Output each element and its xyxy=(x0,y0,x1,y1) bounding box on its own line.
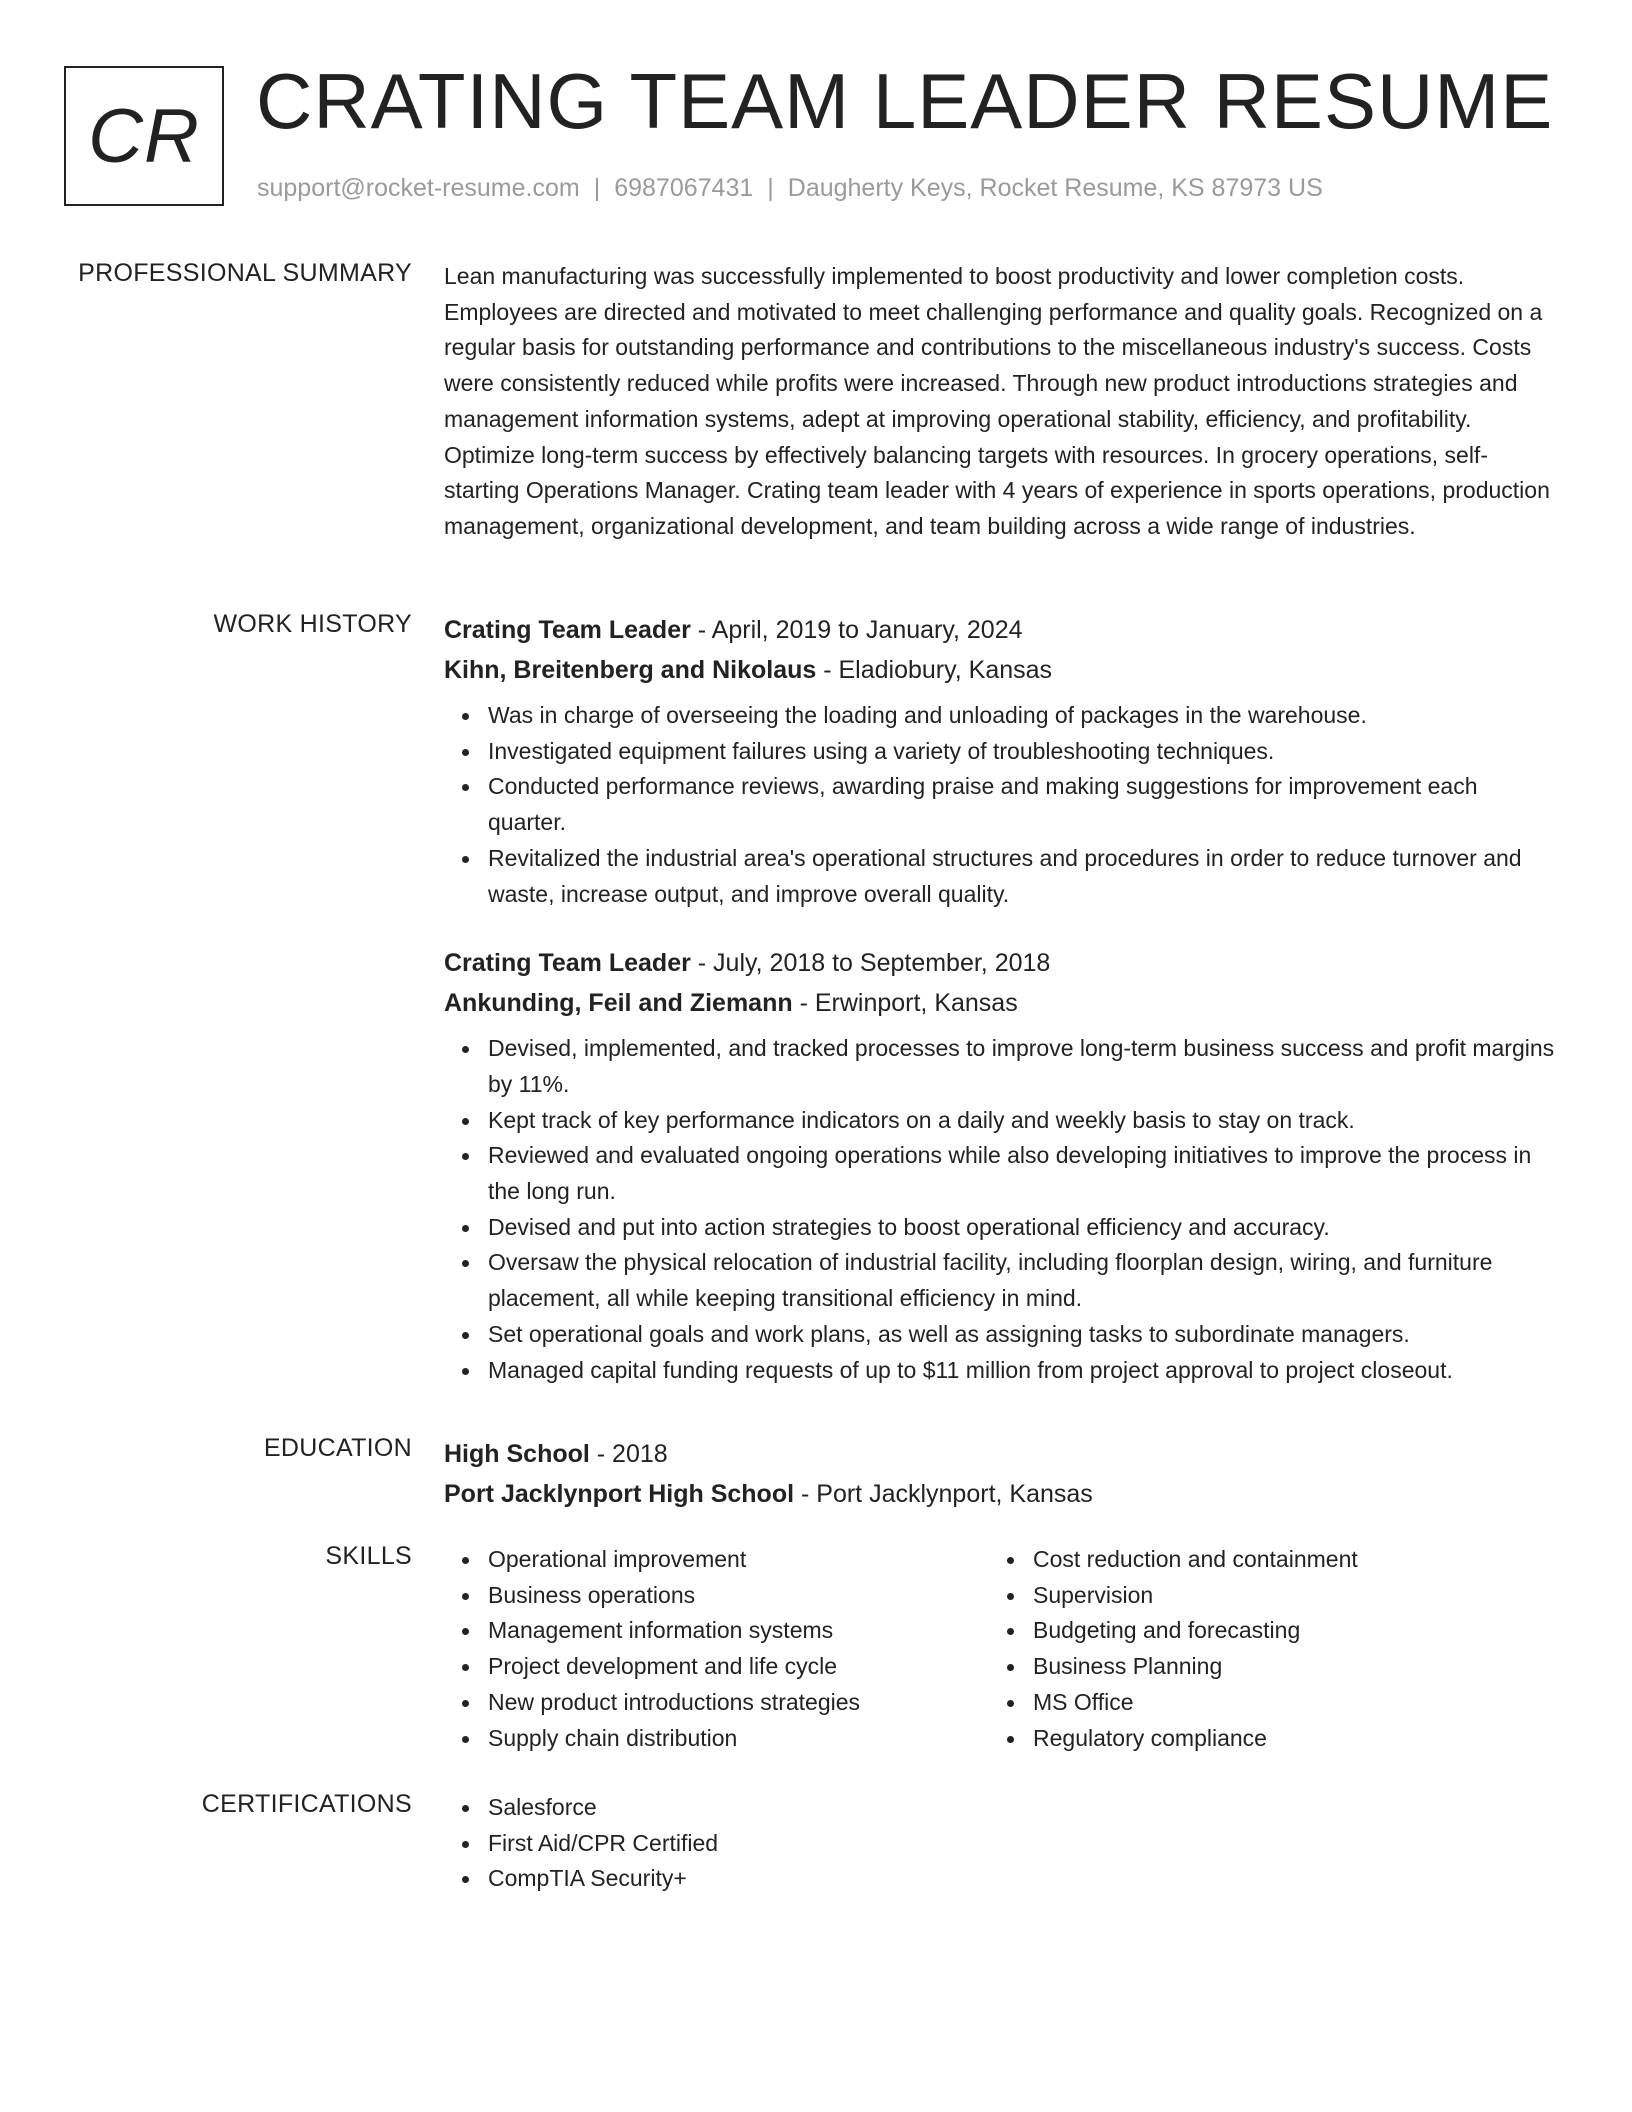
skills-list-right xyxy=(989,1542,1534,1756)
skill-item: Budgeting and forecasting xyxy=(1033,1613,1534,1649)
skill-item: Supervision xyxy=(1033,1578,1534,1614)
job-bullet: Conducted performance reviews, awarding praise and making suggestions for improvement each quarter. xyxy=(488,769,1560,840)
job-bullet: Devised and put into action strategies to boost operational efficiency and accuracy. xyxy=(488,1210,1560,1246)
education-year: - 2018 xyxy=(589,1440,668,1468)
job-dates: - April, 2019 to January, 2024 xyxy=(690,616,1023,644)
skills-column-left xyxy=(444,1542,989,1756)
skill-item: Cost reduction and containment xyxy=(1033,1542,1534,1578)
job-bullet: Set operational goals and work plans, as well as assigning tasks to subordinate managers. xyxy=(488,1317,1560,1353)
skills-column-right xyxy=(989,1542,1534,1756)
job-bullet: Devised, implemented, and tracked processes to improve long-term business success and profit margins by 11%. xyxy=(488,1031,1560,1102)
skill-item: Regulatory compliance xyxy=(1033,1721,1534,1757)
job-company: Ankunding, Feil and Ziemann xyxy=(444,989,793,1018)
job-bullet: Investigated equipment failures using a variety of troubleshooting techniques. xyxy=(488,734,1560,770)
skills-body xyxy=(444,1542,1560,1756)
job-company: Kihn, Breitenberg and Nikolaus xyxy=(444,656,817,684)
certification-item: First Aid/CPR Certified xyxy=(488,1826,1560,1862)
certification-item: CompTIA Security+ xyxy=(488,1861,1560,1897)
section-heading-certifications: CERTIFICATIONS xyxy=(201,1790,412,1818)
job-entry xyxy=(444,943,1560,1388)
summary-text: Lean manufacturing was successfully implemented to boost productivity and lower completion costs. Employees are directed and motivated to meet challenging performance and quality goals. Recognized on a regular basis for outstanding performance and contributions to the miscellaneous industry's success. Costs were consistently reduced while profits were increased. Through new product introductions strategies and management information systems, adept at improving operational stability, efficiency, and profitability. Optimize long-term success by effectively balancing targets with resources. In grocery operations, self-starting Operations Manager. Crating team leader with 4 years of experience in sports operations, production management, organizational development, and team building across a wide range of industries. xyxy=(444,263,1550,539)
job-bullet: Revitalized the industrial area's operational structures and procedures in order to reduce turnover and waste, increase output, and improve overall quality. xyxy=(488,841,1560,912)
section-heading-skills: SKILLS xyxy=(325,1542,412,1570)
job-entry xyxy=(444,610,1560,912)
certification-item: Salesforce xyxy=(488,1790,1560,1826)
job-bullet-list xyxy=(444,1031,1560,1388)
skills-list-left xyxy=(444,1542,989,1756)
work-history-body xyxy=(444,610,1560,1388)
education-body xyxy=(444,1434,1560,1514)
monogram-box xyxy=(64,66,224,206)
job-title: Crating Team Leader xyxy=(444,949,691,978)
job-company-line xyxy=(444,983,1560,1023)
monogram-initials: CR xyxy=(88,93,200,179)
skill-item: Business operations xyxy=(488,1578,989,1614)
education-school: Port Jacklynport High School xyxy=(444,1480,795,1508)
job-dates: - July, 2018 to September, 2018 xyxy=(690,949,1051,978)
certifications-list xyxy=(444,1790,1560,1897)
education-school-line xyxy=(444,1474,1560,1514)
section-heading-work-history: WORK HISTORY xyxy=(213,610,412,638)
contact-separator: | xyxy=(767,174,774,202)
job-bullet: Managed capital funding requests of up to $11 million from project approval to project closeout. xyxy=(488,1353,1560,1389)
job-bullet: Was in charge of overseeing the loading and unloading of packages in the warehouse. xyxy=(488,698,1560,734)
summary-body xyxy=(444,259,1560,545)
job-location: - Eladiobury, Kansas xyxy=(816,656,1053,684)
skill-item: Management information systems xyxy=(488,1613,989,1649)
job-bullet: Oversaw the physical relocation of industrial facility, including floorplan design, wiring, and furniture placement, all while keeping transitional efficiency in mind. xyxy=(488,1245,1560,1316)
section-heading-summary: PROFESSIONAL SUMMARY xyxy=(78,259,412,287)
job-bullet: Kept track of key performance indicators on a daily and weekly basis to stay on track. xyxy=(488,1103,1560,1139)
job-title-line xyxy=(444,943,1560,983)
education-degree: High School xyxy=(444,1440,590,1468)
job-company-line xyxy=(444,650,1560,690)
skill-item: Project development and life cycle xyxy=(488,1649,989,1685)
contact-line xyxy=(257,174,1323,203)
contact-address: Daugherty Keys, Rocket Resume, KS 87973 US xyxy=(787,174,1323,202)
job-title: Crating Team Leader xyxy=(444,616,691,644)
section-heading-education: EDUCATION xyxy=(263,1434,412,1462)
job-title-line xyxy=(444,610,1560,650)
skill-item: Supply chain distribution xyxy=(488,1721,989,1757)
skills-columns xyxy=(444,1542,1560,1756)
contact-email[interactable]: support@rocket-resume.com xyxy=(257,174,580,202)
education-location: - Port Jacklynport, Kansas xyxy=(794,1480,1093,1508)
skill-item: Business Planning xyxy=(1033,1649,1534,1685)
education-degree-line xyxy=(444,1434,1560,1474)
resume-title: CRATING TEAM LEADER RESUME xyxy=(256,57,1554,145)
contact-phone[interactable]: 6987067431 xyxy=(614,174,754,202)
skill-item: MS Office xyxy=(1033,1685,1534,1721)
certifications-body xyxy=(444,1790,1560,1897)
job-location: - Erwinport, Kansas xyxy=(792,989,1018,1018)
skill-item: New product introductions strategies xyxy=(488,1685,989,1721)
contact-separator: | xyxy=(593,174,601,202)
job-bullet-list xyxy=(444,698,1560,912)
job-bullet: Reviewed and evaluated ongoing operations while also developing initiatives to improve the process in the long run. xyxy=(488,1138,1560,1209)
skill-item: Operational improvement xyxy=(488,1542,989,1578)
